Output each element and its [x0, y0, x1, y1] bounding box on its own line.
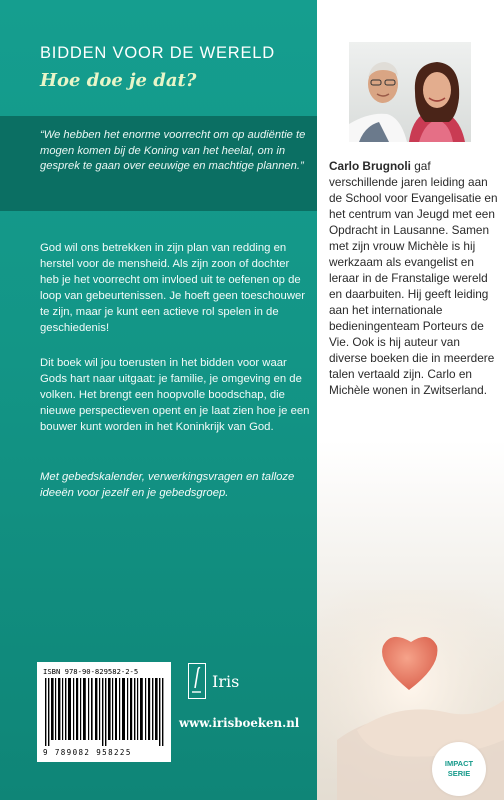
series-title: BIDDEN VOOR DE WERELD	[40, 44, 275, 62]
barcode-icon	[43, 678, 167, 746]
pull-quote: “We hebben het enorme voorrecht om op audiëntie te mogen komen bij de Koning van het heelal, om in gesprek te gaan over eeuwige en machtige plannen.”	[40, 129, 306, 172]
impact-serie-badge	[432, 742, 486, 796]
author-bio	[329, 158, 499, 398]
badge-line-2: SERIE	[447, 769, 471, 778]
blurb-paragraph-3: Met gebedskalender, verwerkingsvragen en talloze ideeën voor jezelf en je gebedsgroep.	[40, 471, 295, 499]
back-cover-right-panel	[317, 0, 504, 800]
author-photo	[349, 42, 471, 142]
author-name: Carlo Brugnoli	[329, 159, 411, 173]
barcode-box	[37, 662, 171, 762]
isbn-label: ISBN 978-90-829582-2-5	[43, 667, 139, 676]
publisher-website: www.irisboeken.nl	[179, 716, 300, 730]
publisher-logo	[188, 663, 248, 701]
badge-line-1: IMPACT	[444, 759, 474, 768]
iris-mark-icon	[188, 663, 206, 699]
publisher-name: Iris	[212, 672, 240, 691]
book-subtitle: Hoe doe je dat?	[40, 70, 197, 91]
author-bio-text: gaf verschillende jaren leiding aan de School voor Evangelisatie en het centrum van Jeugd met een Opdracht in Lausanne. Samen met zijn vrouw Michèle is hij werkzaam als evangelist en leraar in de Franstalige wereld en daarbuiten. Hij geeft leiding aan het internationale bedieningenteam Porteurs de Vie. Ook is hij auteur van diverse boeken die in meerdere talen vertaald zijn. Carlo en Michèle wonen in Zwitserland.	[329, 159, 498, 397]
barcode-number: 9 789082 958225	[43, 748, 132, 757]
blurb-paragraph-2: Dit boek wil jou toerusten in het bidden voor waar Gods hart naar uitgaat: je familie, je omgeving en de volken. Het brengt een hoopvolle boodschap, die nieuwe perspectieven opent en je laat zien hoe je een bouwer kunt worden in het Koninkrijk van God.	[40, 357, 310, 433]
blurb-paragraph-1: God wil ons betrekken in zijn plan van redding en herstel voor de mensheid. Als zijn zoon of dochter heb je het voorrecht om invloed uit te oefenen op de loop van gebeurtenissen. Je hoeft geen toeschouwer te zijn, maar je kunt een actieve rol spelen in de geschiedenis!	[40, 242, 306, 334]
